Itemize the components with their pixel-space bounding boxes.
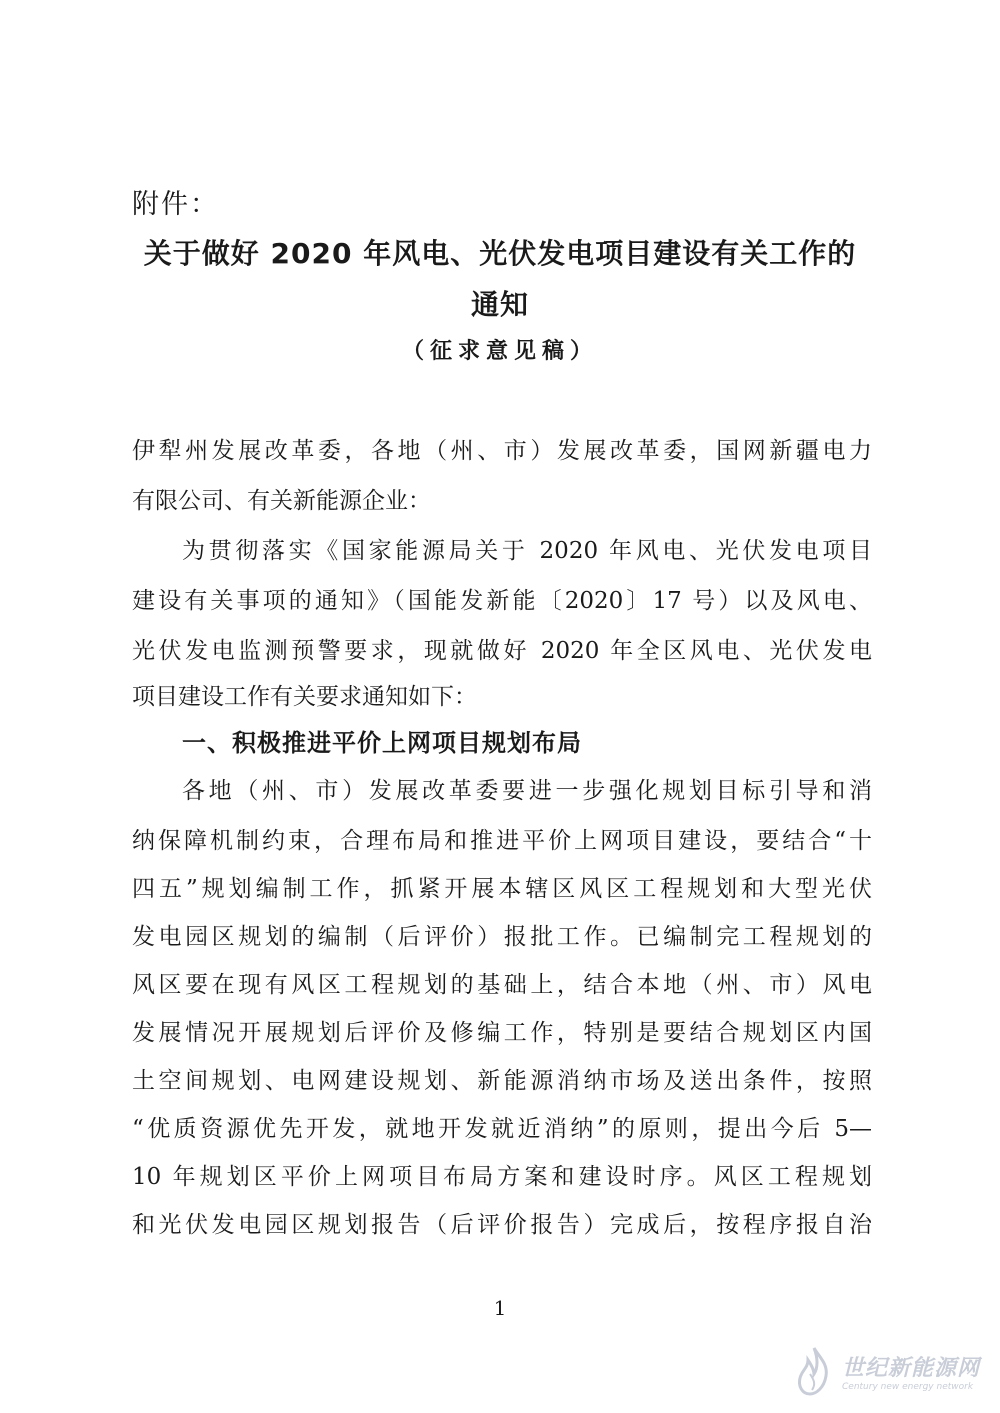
body-line: 四五”规划编制工作，抓紧开展本辖区风区工程规划和大型光伏 [132, 876, 872, 902]
body-line: 为贯彻落实《国家能源局关于 2020 年风电、光伏发电项目 [182, 538, 872, 564]
section-heading: 一、积极推进平价上网项目规划布局 [182, 729, 582, 757]
watermark-name-cn: 世纪新能源网 [842, 1355, 981, 1381]
body-line: 风区要在现有风区工程规划的基础上，结合本地（州、市）风电 [132, 972, 872, 998]
body-line: 项目建设工作有关要求通知如下： [132, 684, 477, 710]
body-line: 建设有关事项的通知》（国能发新能〔2020〕17 号）以及风电、 [132, 588, 872, 614]
body-line: 光伏发电监测预警要求，现就做好 2020 年全区风电、光伏发电 [132, 638, 872, 664]
document-title-line2: 通知 [470, 288, 529, 321]
attachment-label: 附件： [132, 189, 219, 220]
body-line: 发展情况开展规划后评价及修编工作，特别是要结合规划区内国 [132, 1020, 872, 1046]
watermark-name-en: Century new energy network [842, 1381, 974, 1392]
body-line: 和光伏发电园区规划报告（后评价报告）完成后，按程序报自治 [132, 1212, 872, 1238]
document-title-line1: 关于做好 2020 年风电、光伏发电项目建设有关工作的 [143, 237, 857, 270]
body-line: 纳保障机制约束，合理布局和推进平价上网项目建设，要结合“十 [132, 828, 872, 854]
document-subtitle: （征求意见稿） [401, 339, 598, 364]
watermark [790, 1336, 990, 1406]
page-number: 1 [493, 1296, 507, 1320]
body-line: 伊犁州发展改革委，各地（州、市）发展改革委，国网新疆电力 [132, 438, 872, 464]
body-line: “优质资源优先开发，就地开发就近消纳”的原则，提出今后 5— [132, 1116, 872, 1142]
body-line: 各地（州、市）发展改革委要进一步强化规划目标引导和消 [182, 778, 872, 804]
body-line: 有限公司、有关新能源企业： [132, 488, 431, 514]
flame-logo-icon [790, 1344, 836, 1398]
body-line: 发电园区规划的编制（后评价）报批工作。已编制完工程规划的 [132, 924, 872, 950]
body-line: 10 年规划区平价上网项目布局方案和建设时序。风区工程规划 [132, 1164, 872, 1190]
body-line: 土空间规划、电网建设规划、新能源消纳市场及送出条件，按照 [132, 1068, 872, 1094]
